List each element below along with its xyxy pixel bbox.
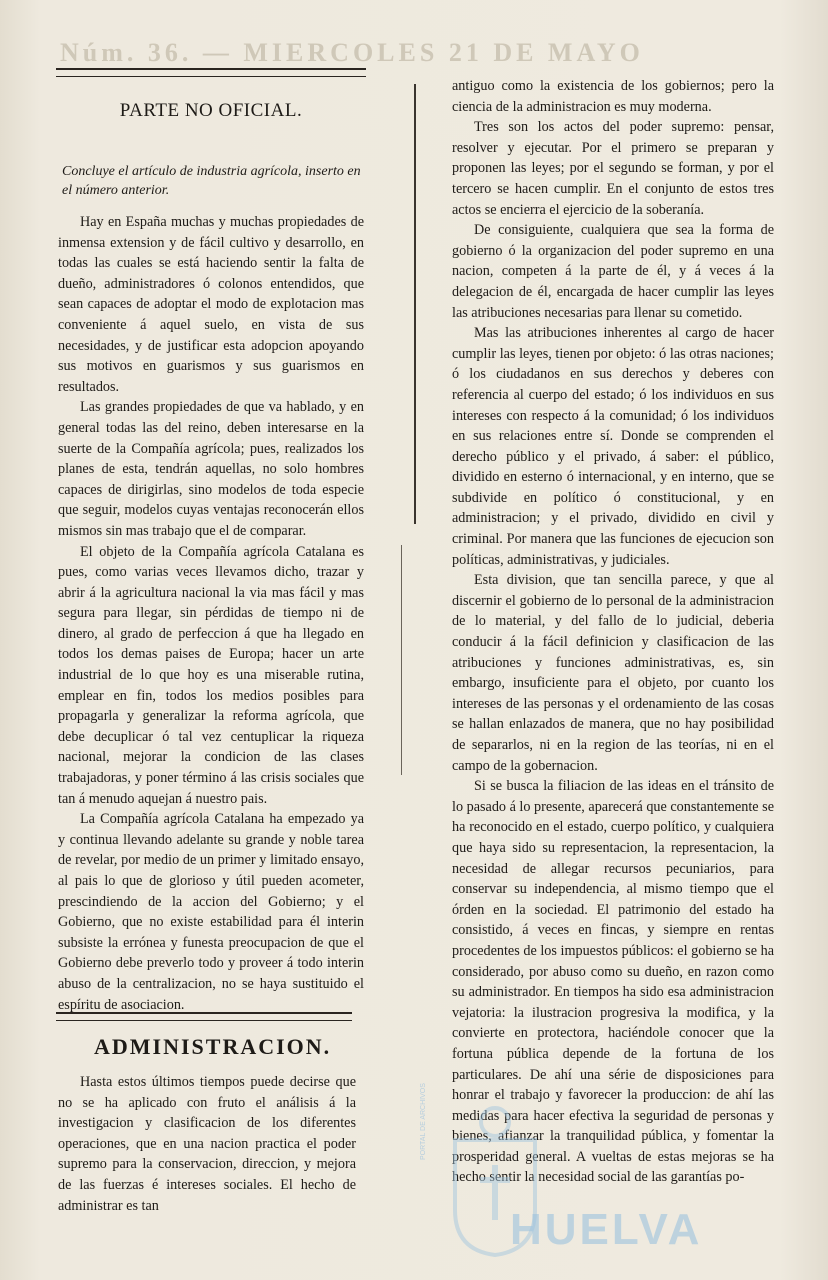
right-paragraph: Esta division, que tan sencilla parece, y que al discernir el gobierno de lo personal de la administracion de lo material, y del fallo de lo judicial, deberia conducir á la fácil definicion y clasificacion de las atribuciones y funciones administrativas, es, sin embargo, insuficiente para el objeto, por cuanto los intereses de las personas y el ordenamiento de las cosas se hallan enlazados de manera, que no hay posibilidad de separarlos, ni en la region de las teorías, ni en el campo de la gobernacion. — [452, 572, 774, 774]
column-separator — [414, 84, 416, 524]
left-paragraph: Hay en España muchas y muchas propiedades de inmensa extension y de fácil cultivo y desarrollo, en todas las cuales se está haciendo sentir la falta de dueño, administradores ó colonos entendidos, que sean capaces de adoptar el modo de explotacion mas conveniente á aquel suelo, en vista de sus necesidades, y de justificar esta adopcion apoyando sus motivos en guarismos y sus guarismos en resultados. — [58, 214, 364, 395]
right-paragraph: antiguo como la existencia de los gobiernos; pero la ciencia de la administracion es muy moderna. — [452, 78, 774, 115]
admin-article-body — [58, 1072, 356, 1214]
right-article-body — [452, 76, 774, 1200]
right-paragraph: Si se busca la filiacion de las ideas en el tránsito de lo pasado á lo presente, aparecerá que constantemente se ha reconocido en el estado, cuerpo político, y cualquiera que haya sido su representacion, la representacion, la necesidad de allegar recursos pecuniarios, para conservar su independencia, al mismo tiempo que el órden en la sociedad. El patrimonio del estado ha consistido, á veces en fincas, y siempre en rentas procedentes de los impuestos públicos: el gobierno se ha considerado, por abuso como su dueño, en razon como su administrador. En tiempos ha sido esa administracion vejatoria: la ilustracion progresiva la modifica, y la convierte en protectora, haciéndole conocer que la fortuna pública depende de la fortuna de los particulares. De ahí una série de disposiciones para honrar el trabajo y favorecer la produccion: de ahí las medidas para hacer efectiva la seguridad de personas y bienes, afianzar la tranquilidad pública, y fomentar la prosperidad general. A vueltas de estas mejoras se ha hecho sentir la necesidad social de las garantías po- — [452, 778, 774, 1186]
section-divider-rule — [56, 1012, 352, 1021]
column-separator-lower — [401, 545, 402, 775]
right-paragraph: Mas las atribuciones inherentes al cargo de hacer cumplir las leyes, tienen por objeto: ó las otras naciones; ó los ciudadanos en sus derechos y deberes con referencia al cuerpo del estado; ó los individuos en sus intereses con respecto á la comunidad; ó los individuos en sus relaciones entre sí. Donde se comprenden el derecho público y el privado, á saber: el público, dividido en esterno ó internacional, y en interno, que se subdivide en político ó constitucional, y en administracion; y el privado, dividido en civil y criminal. Por manera que las funciones de ejecucion son políticas, administrativas, y judiciales. — [452, 325, 774, 568]
top-rule-left — [56, 68, 366, 77]
left-paragraph: La Compañía agrícola Catalana ha empezado ya y continua llevando adelante su grande y noble tarea de revelar, por medio de un primer y limitado ensayo, al pais lo que de glorioso y útil pueden acometer, prescindiendo de la accion del Gobierno; y el Gobierno, que no existe estabilidad para él interin subsiste la errónea y funesta preocupacion de que el Gobierno debe preverlo todo y proveer á todo interin abuso de la centralizacion, no se haya sustituido el espíritu de asociacion. — [58, 811, 364, 1013]
archive-watermark-side-text: PORTAL DE ARCHIVOS — [420, 1083, 427, 1160]
left-paragraph: El objeto de la Compañía agrícola Catalana es pues, como varias veces llevamos dicho, trazar y abrir á la agricultura nacional la via mas fácil y mas segura para llegar, sin pérdidas de tiempo ni de dinero, al grado de perfeccion á que ha llegado en todos los demas paises de Europa; hacer un arte industrial de lo que hoy es una miserable rutina, emplear en fin, todos los medios posibles para propagarla y generalizar la reforma agrícola, que debe decuplicar ó tal vez centuplicar la riqueza nacional, mejorar la condicion de las clases trabajadoras, y poner término á las crisis sociales que tan á menudo aquejan á nuestro pais. — [58, 543, 364, 807]
left-article-body — [58, 212, 364, 1013]
admin-paragraph: Hasta estos últimos tiempos puede decirse que no se ha aplicado con fruto el análisis á la investigacion y clasificacion de los diferentes operaciones, que en una nacion practica el poder supremo para la conservacion, direccion, y mejora de las fuerzas é intereses sociales. El hecho de administrar es tan — [58, 1074, 356, 1214]
section-title-parte-no-oficial: PARTE NO OFICIAL. — [119, 100, 303, 121]
section-title-administracion: ADMINISTRACION. — [94, 1034, 332, 1059]
masthead-ghost-text: Núm. 36. — MIERCOLES 21 DE MAYO — [60, 38, 644, 67]
right-paragraph: Tres son los actos del poder supremo: pensar, resolver y ejecutar. Por el primero se preparan y proponen las leyes; por el segundo se forman, y por el tercero se hacen cumplir. En el conjunto de estos tres actos se encierra el ejercicio de la soberanía. — [452, 119, 774, 218]
left-paragraph: Las grandes propiedades de que va hablado, y en general todas las del reino, deben interesarse en la suerte de la Compañía agrícola; pues, realizados los planes de esta, tendrán aquellas, no solo hombres capaces de dirigirlas, sino modelos de toda especie que seguir, modelos cuyas ventajas reconocerán ellos mismos sin mas trabajo que el de comparar. — [58, 399, 364, 539]
right-paragraph: De consiguiente, cualquiera que sea la forma de gobierno ó la organizacion del poder supremo en una nacion, competen á la parte de él, y á veces á la delegacion de él, encargada de hacer cumplir las leyes las atribuciones necesarias para llenar su cometido. — [452, 222, 774, 321]
article-intro: Concluye el artículo de industria agrícola, inserto en el número anterior. — [62, 164, 361, 198]
archive-watermark-text: HUELVA — [510, 1205, 703, 1254]
